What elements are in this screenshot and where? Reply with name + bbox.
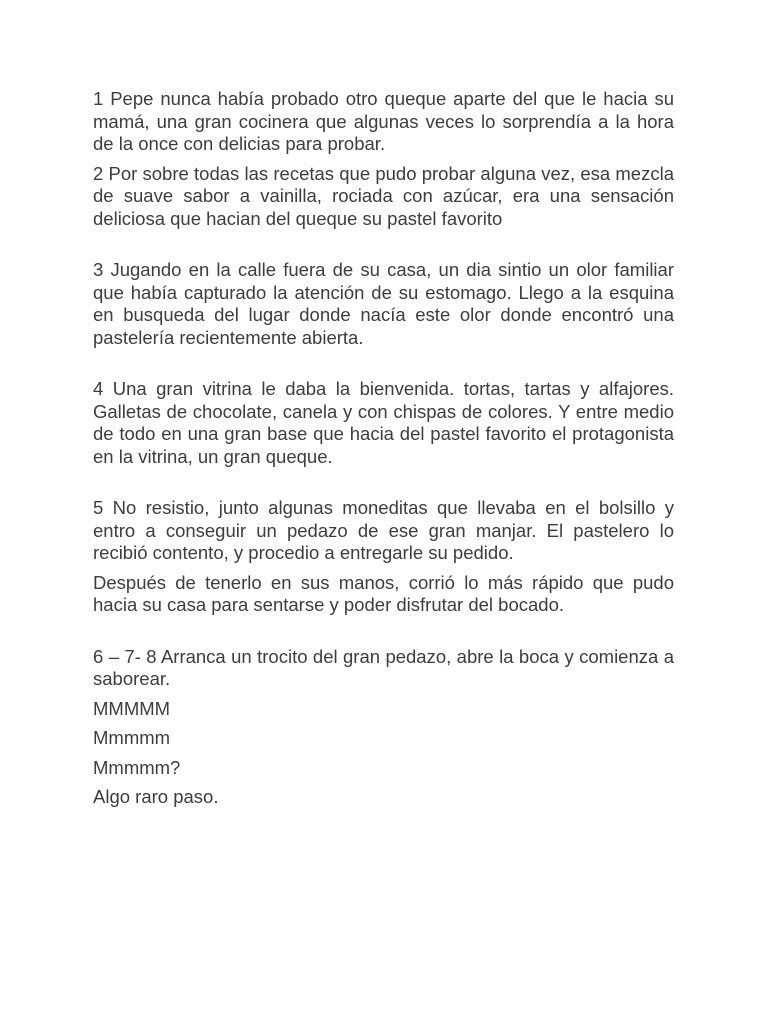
paragraph-5: 5 No resistio, junto algunas moneditas que llevaba en el bolsillo y entro a conseguir un pedazo de ese gran manjar. El pastelero lo recibió contento, y procedio a entregarle su pedido.: [93, 497, 674, 563]
document-body: [93, 88, 674, 809]
paragraph-6: Después de tenerlo en sus manos, corrió lo más rápido que pudo hacia su casa para sentarse y poder disfrutar del bocado.: [93, 571, 674, 615]
paragraph-11: Algo raro paso.: [93, 786, 219, 807]
paragraph-2: 2 Por sobre todas las recetas que pudo probar alguna vez, esa mezcla de suave sabor a vainilla, rociada con azúcar, era una sensación deliciosa que hacian del queque su pastel favorito: [93, 162, 674, 229]
paragraph-9: Mmmmm: [93, 727, 171, 748]
paragraph-10: Mmmmm?: [93, 756, 181, 778]
paragraph-1: 1 Pepe nunca había probado otro queque aparte del que le hacia su mamá, una gran cocinera que algunas veces lo sorprendía a la hora de la once con delicias para probar.: [93, 88, 674, 154]
paragraph-3: 3 Jugando en la calle fuera de su casa, un dia sintio un olor familiar que había capturado la atención de su estomago. Llego a la esquina en busqueda del lugar donde nacía este olor donde encontró una pastelería recientemente abierta.: [93, 259, 674, 348]
paragraph-8: MMMMM: [93, 697, 171, 719]
paragraph-7: 6 – 7- 8 Arranca un trocito del gran pedazo, abre la boca y comienza a saborear.: [93, 645, 674, 689]
paragraph-4: 4 Una gran vitrina le daba la bienvenida. tortas, tartas y alfajores. Galletas de chocolate, canela y con chispas de colores. Y entre medio de todo en una gran base que hacia del pastel favorito el protagonista en la vitrina, un gran queque.: [93, 378, 674, 467]
